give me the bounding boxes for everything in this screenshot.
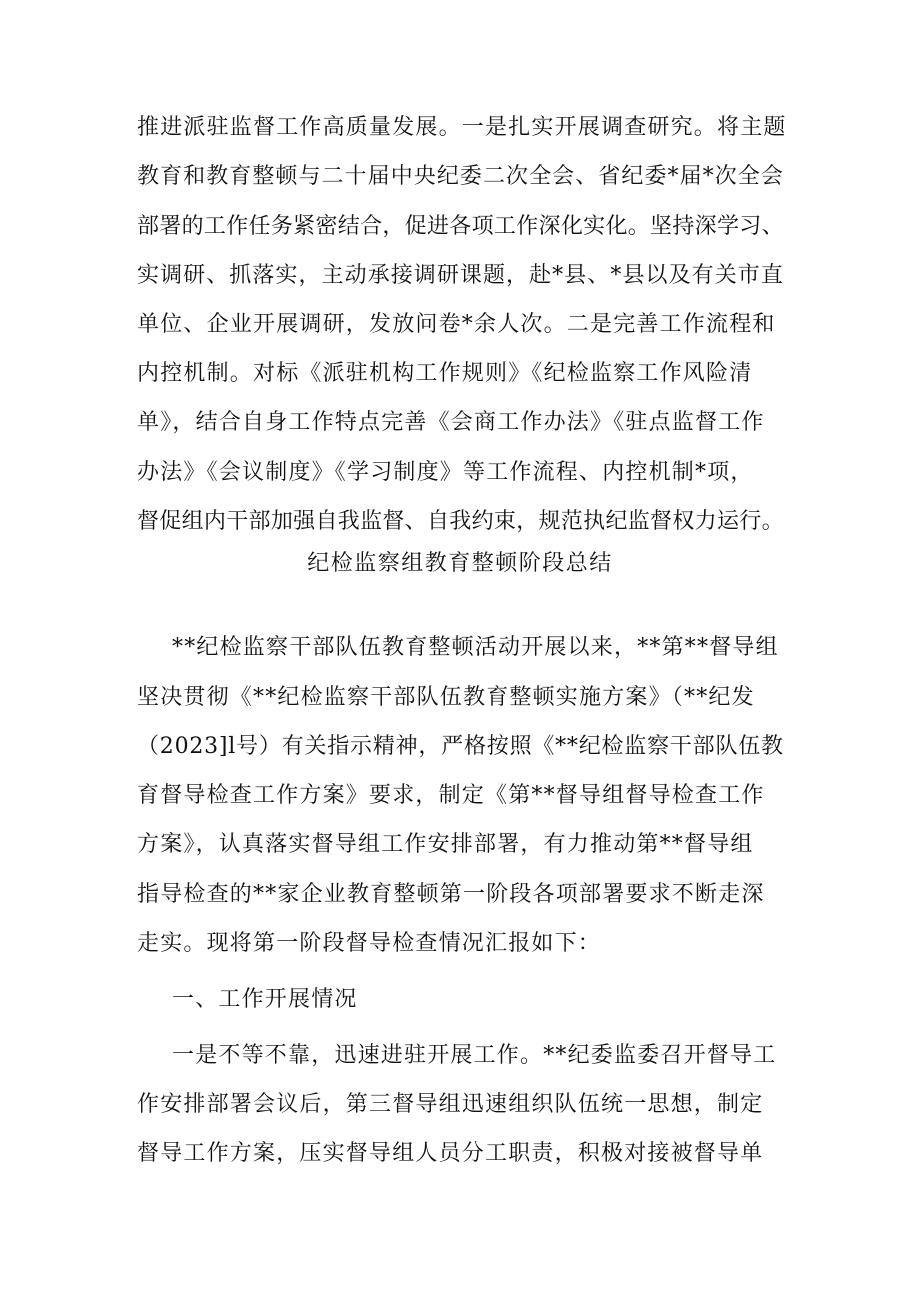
text-line: 一是不等不靠，迅速进驻开展工作。**纪委监委召开督导工 xyxy=(172,1043,777,1068)
text-line: （2023]l号）有关指示精神，严格按照《**纪检监察干部队伍教 xyxy=(137,734,784,759)
text-line: 教育和教育整顿与二十届中央纪委二次全会、省纪委*届*次全会 xyxy=(137,164,784,189)
text-line: 督导工作方案，压实督导组人员分工职责，积极对接被督导单 xyxy=(137,1141,764,1166)
text-line: 坚决贯彻《**纪检监察干部队伍教育整顿实施方案》（**纪发 xyxy=(137,685,755,710)
text-line: 督促组内干部加强自我监督、自我约束，规范执纪监督权力运行。 xyxy=(137,509,784,534)
section-heading: 一、工作开展情况 xyxy=(172,987,358,1012)
text-line: **纪检监察干部队伍教育整顿活动开展以来，**第**督导组 xyxy=(172,635,779,660)
text-line: 实调研、抓落实，主动承接调研课题，赴*县、*县以及有关市直 xyxy=(137,263,784,288)
text-line: 方案》，认真落实督导组工作安排部署，有力推动第**督导组 xyxy=(137,832,754,857)
text-line: 办法》《会议制度》《学习制度》等工作流程、内控机制*项， xyxy=(137,460,754,485)
text-line: 单位、企业开展调研，发放问卷*余人次。二是完善工作流程和 xyxy=(137,312,776,337)
text-line: 单》，结合自身工作特点完善《会商工作办法》《驻点监督工作 xyxy=(137,410,765,435)
section-title: 纪检监察组教育整顿阶段总结 xyxy=(307,551,613,576)
text-line: 走实。现将第一阶段督导检查情况汇报如下： xyxy=(137,931,602,956)
text-line: 内控机制。对标《派驻机构工作规则》《纪检监察工作风险清 xyxy=(137,361,753,386)
text-line: 部署的工作任务紧密结合，促进各项工作深化实化。坚持深学习、 xyxy=(137,214,784,239)
text-line: 指导检查的**家企业教育整顿第一阶段各项部署要求不断走深 xyxy=(137,882,765,907)
text-line: 作安排部署会议后，第三督导组迅速组织队伍统一思想，制定 xyxy=(137,1092,764,1117)
text-line: 推进派驻监督工作高质量发展。一是扎实开展调查研究。将主题 xyxy=(137,115,787,140)
text-line: 育督导检查工作方案》要求，制定《第**督导组督导检查工作 xyxy=(137,783,765,808)
